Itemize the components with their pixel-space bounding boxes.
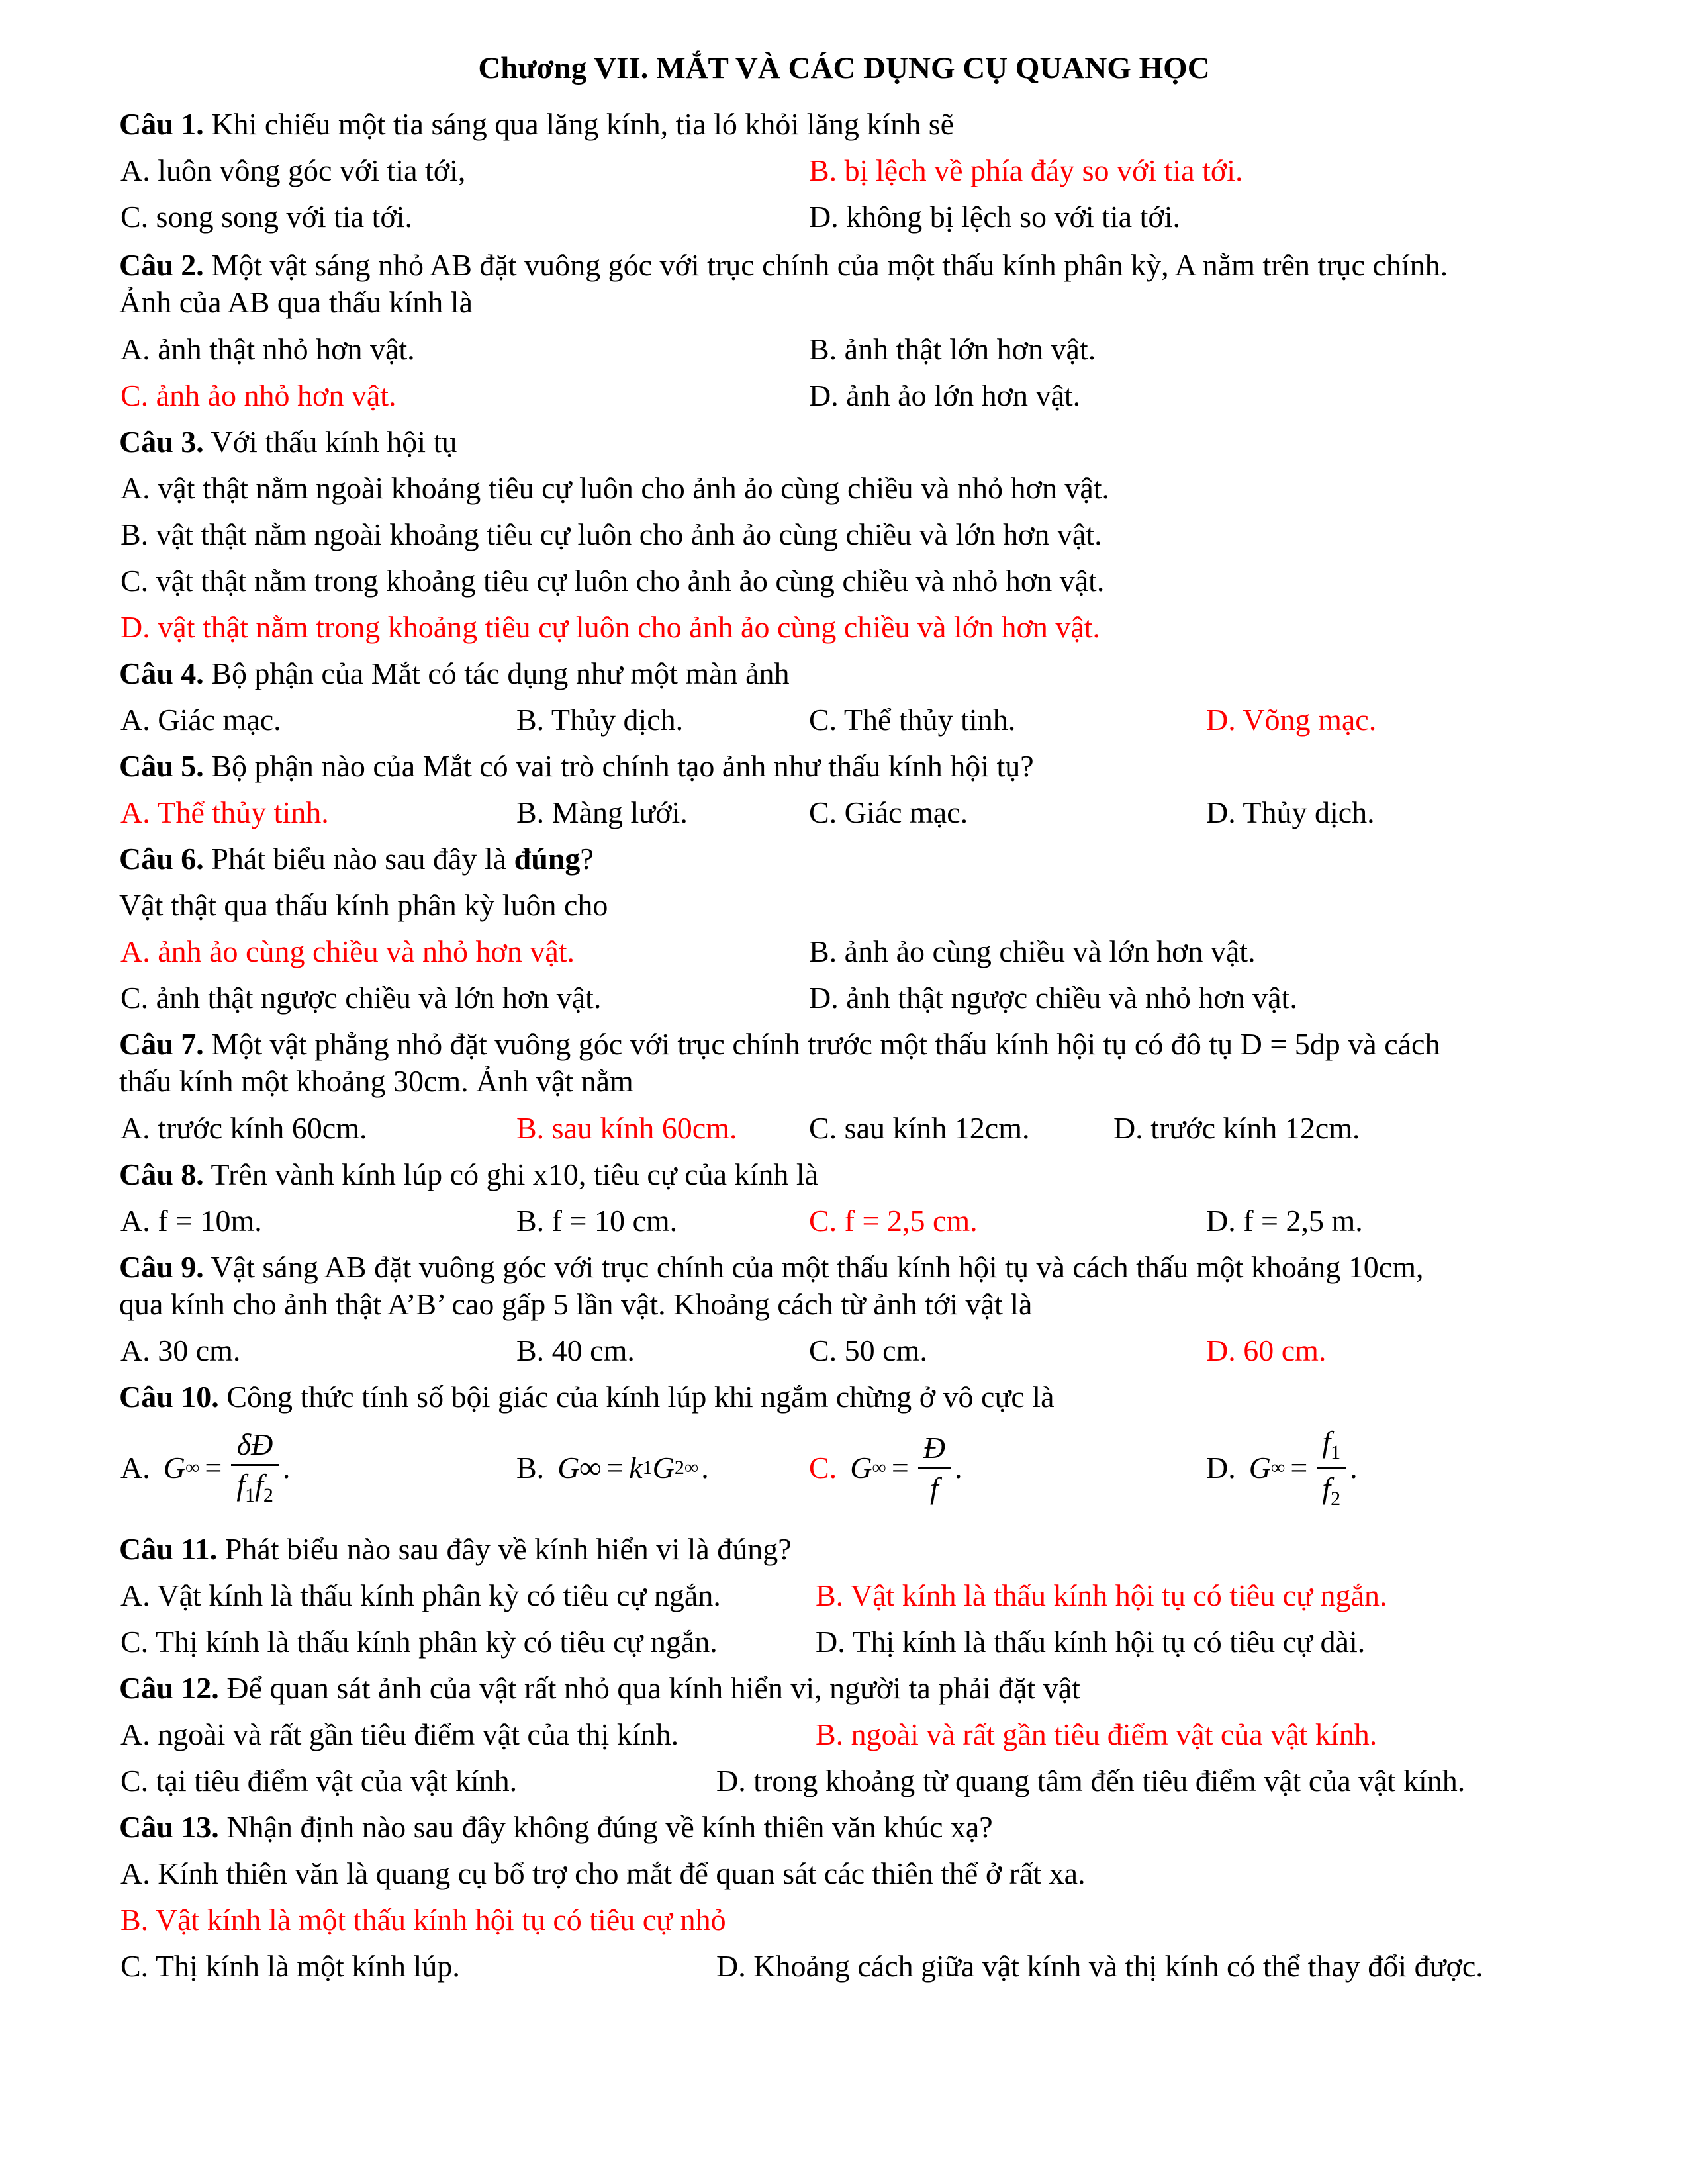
q2-option-d: D. ảnh ảo lớn hơn vật.: [809, 379, 1081, 412]
q4-option-d: D. Võng mạc.: [1206, 703, 1377, 737]
q8-option-a: A. f = 10m.: [120, 1204, 262, 1238]
q13-option-d: D. Khoảng cách giữa vật kính và thị kính có thể thay đổi được.: [716, 1949, 1483, 1983]
question-9-line2: qua kính cho ảnh thật A’B’ cao gấp 5 lần vật. Khoảng cách từ ảnh tới vật là: [119, 1287, 1033, 1321]
question-text: Phát biểu nào sau đây là: [211, 842, 514, 876]
formula-sub-inf: ∞: [185, 1457, 200, 1479]
q1-option-b: B. bị lệch về phía đáy so với tia tới.: [809, 154, 1243, 187]
formula-g: G: [850, 1451, 872, 1484]
q3-option-c: C. vật thật nằm trong khoảng tiêu cự luôn cho ảnh ảo cùng chiều và nhỏ hơn vật.: [120, 564, 1105, 598]
question-label: Câu 2.: [119, 248, 204, 282]
question-text: Bộ phận của Mắt có tác dụng như một màn ảnh: [211, 657, 790, 690]
q8-option-b: B. f = 10 cm.: [516, 1204, 678, 1238]
formula-dot: .: [955, 1451, 962, 1484]
q2-option-c: C. ảnh ảo nhỏ hơn vật.: [120, 379, 397, 412]
formula-g: G: [1248, 1451, 1271, 1484]
q10-option-d: [1206, 1422, 1358, 1514]
formula-dot: .: [282, 1451, 291, 1484]
formula-lhs: G∞: [557, 1451, 602, 1484]
q12-option-b: B. ngoài và rất gần tiêu điểm vật của vật kính.: [816, 1717, 1378, 1751]
q11-option-d: D. Thị kính là thấu kính hội tụ có tiêu cự dài.: [816, 1625, 1366, 1659]
formula-g: G: [163, 1451, 185, 1484]
q12-option-d: D. trong khoảng từ quang tâm đến tiêu điểm vật của vật kính.: [716, 1764, 1466, 1797]
q2-option-a: A. ảnh thật nhỏ hơn vật.: [120, 332, 415, 366]
q11-option-c: C. Thị kính là thấu kính phân kỳ có tiêu cự ngắn.: [120, 1625, 718, 1659]
question-9: [119, 1252, 1424, 1283]
question-label: Câu 12.: [119, 1671, 219, 1705]
q4-option-c: C. Thể thủy tinh.: [809, 703, 1016, 737]
question-label: Câu 5.: [119, 749, 204, 783]
formula-eq: =: [1290, 1451, 1308, 1484]
fraction-denominator: $f_1f_2$: [236, 1468, 273, 1507]
question-label: Câu 11.: [119, 1532, 218, 1566]
formula-g: G: [652, 1451, 675, 1484]
question-7: [119, 1029, 1440, 1060]
formula-fraction: [231, 1430, 279, 1506]
q3-option-a: A. vật thật nằm ngoài khoảng tiêu cự luôn cho ảnh ảo cùng chiều và nhỏ hơn vật.: [120, 471, 1110, 505]
question-label: Câu 8.: [119, 1158, 204, 1191]
fraction-denominator: $f_2$: [1322, 1471, 1341, 1510]
fraction-numerator: $f_1$: [1317, 1427, 1346, 1469]
question-7-line2: thấu kính một khoảng 30cm. Ảnh vật nằm: [119, 1064, 633, 1098]
question-label: Câu 6.: [119, 842, 204, 876]
q10-option-b: [516, 1422, 709, 1514]
fraction-denominator: f: [929, 1471, 939, 1505]
formula-dot: .: [1350, 1451, 1358, 1484]
q1-option-c: C. song song với tia tới.: [120, 200, 412, 234]
q13-option-a: A. Kính thiên văn là quang cụ bổ trợ cho mắt để quan sát các thiên thể ở rất xa.: [120, 1856, 1086, 1890]
question-text-end: ?: [580, 842, 594, 876]
option-letter: C.: [809, 1451, 837, 1484]
option-letter: B.: [516, 1451, 545, 1484]
q7-option-d: D. trước kính 12cm.: [1113, 1111, 1360, 1145]
q12-option-a: A. ngoài và rất gần tiêu điểm vật của thị kính.: [120, 1717, 679, 1751]
formula-k-sub: 1: [642, 1457, 653, 1479]
q7-option-b: B. sau kính 60cm.: [516, 1111, 737, 1145]
question-text: Nhận định nào sau đây không đúng về kính thiên văn khúc xạ?: [226, 1810, 993, 1844]
question-label: Câu 4.: [119, 657, 204, 690]
question-5: [119, 751, 1034, 782]
question-3: [119, 427, 457, 457]
formula-g-sub: 2∞: [674, 1457, 699, 1479]
q13-option-b: B. Vật kính là một thấu kính hội tụ có tiêu cự nhỏ: [120, 1903, 726, 1936]
q7-option-a: A. trước kính 60cm.: [120, 1111, 367, 1145]
q5-option-b: B. Màng lưới.: [516, 796, 688, 829]
q9-option-c: C. 50 cm.: [809, 1334, 927, 1367]
formula-sub-inf: ∞: [872, 1457, 886, 1479]
formula-eq: =: [606, 1451, 624, 1484]
q5-option-c: C. Giác mạc.: [809, 796, 968, 829]
q8-option-d: D. f = 2,5 m.: [1206, 1204, 1363, 1238]
question-text: Với thấu kính hội tụ: [211, 425, 457, 459]
question-10: [119, 1382, 1055, 1412]
q5-option-d: D. Thủy dịch.: [1206, 796, 1375, 829]
q7-option-c: C. sau kính 12cm.: [809, 1111, 1030, 1145]
question-text: Một vật phẳng nhỏ đặt vuông góc với trục chính trước một thấu kính hội tụ có đô tụ D = 5dp và cách: [211, 1027, 1440, 1061]
q9-option-a: A. 30 cm.: [120, 1334, 241, 1367]
formula-sub-inf: ∞: [1270, 1457, 1286, 1479]
question-8: [119, 1160, 818, 1190]
q13-option-c: C. Thị kính là một kính lúp.: [120, 1949, 460, 1983]
question-text: Trên vành kính lúp có ghi x10, tiêu cự của kính là: [211, 1158, 819, 1191]
q1-option-d: D. không bị lệch so với tia tới.: [809, 200, 1180, 234]
formula-k: k: [629, 1451, 643, 1484]
fraction-numerator: δĐ: [231, 1430, 279, 1466]
question-text: Một vật sáng nhỏ AB đặt vuông góc với trục chính của một thấu kính phân kỳ, A nằm trên trục chính.: [211, 248, 1448, 282]
question-label: Câu 3.: [119, 425, 204, 459]
question-label: Câu 13.: [119, 1810, 219, 1844]
q3-option-b: B. vật thật nằm ngoài khoảng tiêu cự luôn cho ảnh ảo cùng chiều và lớn hơn vật.: [120, 518, 1102, 551]
formula-dot: .: [701, 1451, 709, 1484]
q8-option-c: C. f = 2,5 cm.: [809, 1204, 978, 1238]
chapter-title: Chương VII. MẮT VÀ CÁC DỤNG CỤ QUANG HỌC: [478, 51, 1210, 85]
formula-eq: =: [205, 1451, 222, 1484]
q6-option-a: A. ảnh ảo cùng chiều và nhỏ hơn vật.: [120, 934, 575, 968]
option-letter: D.: [1206, 1451, 1236, 1484]
q2-option-b: B. ảnh thật lớn hơn vật.: [809, 332, 1096, 366]
question-text: Phát biểu nào sau đây về kính hiển vi là đúng?: [224, 1532, 792, 1566]
q5-option-a: A. Thể thủy tinh.: [120, 796, 329, 829]
q11-option-a: A. Vật kính là thấu kính phân kỳ có tiêu cự ngắn.: [120, 1578, 721, 1612]
formula-eq: =: [891, 1451, 909, 1484]
fraction-numerator: Đ: [918, 1433, 951, 1469]
question-text: Bộ phận nào của Mắt có vai trò chính tạo ảnh như thấu kính hội tụ?: [211, 749, 1034, 783]
option-letter: A.: [120, 1451, 150, 1484]
question-emphasis: đúng: [514, 842, 581, 876]
q4-option-b: B. Thủy dịch.: [516, 703, 684, 737]
q10-option-a: [120, 1422, 290, 1514]
question-4: [119, 659, 789, 689]
q3-option-d: D. vật thật nằm trong khoảng tiêu cự luôn cho ảnh ảo cùng chiều và lớn hơn vật.: [120, 610, 1101, 644]
question-1: [119, 109, 954, 140]
q10-option-c: [809, 1422, 962, 1514]
question-text: Để quan sát ảnh của vật rất nhỏ qua kính hiển vi, người ta phải đặt vật: [226, 1671, 1080, 1705]
q6-option-c: C. ảnh thật ngược chiều và lớn hơn vật.: [120, 981, 602, 1015]
q4-option-a: A. Giác mạc.: [120, 703, 281, 737]
question-6: [119, 844, 594, 874]
question-label: Câu 9.: [119, 1250, 204, 1284]
question-text: Khi chiếu một tia sáng qua lăng kính, tia ló khỏi lăng kính sẽ: [211, 107, 955, 141]
q9-option-b: B. 40 cm.: [516, 1334, 635, 1367]
formula-fraction: [1317, 1427, 1346, 1508]
q9-option-d: D. 60 cm.: [1206, 1334, 1327, 1367]
question-2: [119, 250, 1448, 281]
question-2-line2: Ảnh của AB qua thấu kính là: [119, 285, 473, 319]
question-label: Câu 1.: [119, 107, 204, 141]
q6-option-b: B. ảnh ảo cùng chiều và lớn hơn vật.: [809, 934, 1256, 968]
q1-option-a: A. luôn vông góc với tia tới,: [120, 154, 466, 187]
question-label: Câu 10.: [119, 1380, 219, 1414]
q12-option-c: C. tại tiêu điểm vật của vật kính.: [120, 1764, 518, 1797]
question-12: [119, 1673, 1080, 1704]
question-text: Vật sáng AB đặt vuông góc với trục chính của một thấu kính hội tụ và cách thấu một khoảng 10cm,: [211, 1250, 1424, 1284]
q11-option-b: B. Vật kính là thấu kính hội tụ có tiêu cự ngắn.: [816, 1578, 1387, 1612]
question-text: Công thức tính số bội giác của kính lúp khi ngắm chừng ở vô cực là: [226, 1380, 1055, 1414]
question-13: [119, 1812, 993, 1843]
formula-fraction: [918, 1430, 951, 1505]
q6-option-d: D. ảnh thật ngược chiều và nhỏ hơn vật.: [809, 981, 1297, 1015]
question-label: Câu 7.: [119, 1027, 204, 1061]
question-11: [119, 1534, 792, 1565]
question-6-line2: Vật thật qua thấu kính phân kỳ luôn cho: [119, 888, 608, 922]
